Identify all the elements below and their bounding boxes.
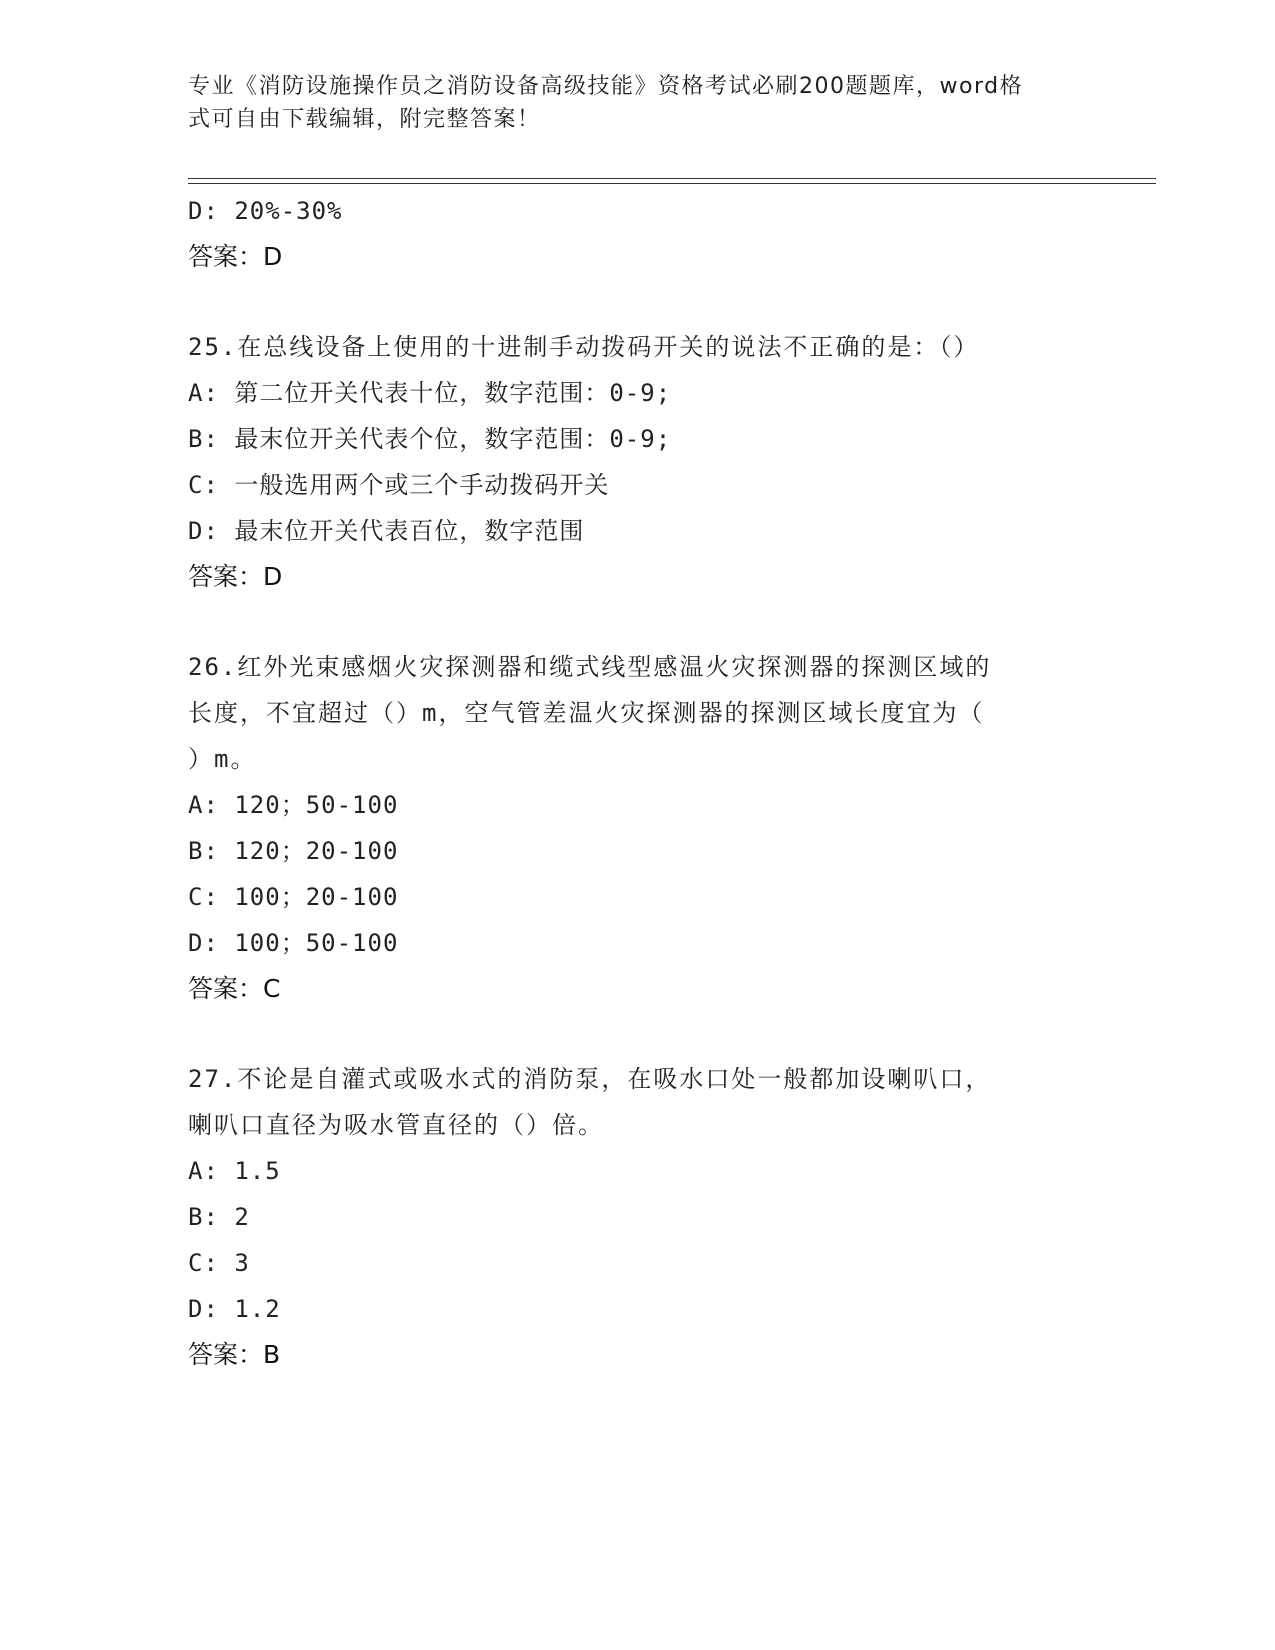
option-b: B: 2 (188, 1203, 250, 1231)
header-divider-top (188, 178, 1156, 179)
option-c: C: 3 (188, 1249, 250, 1277)
question-list (188, 188, 1088, 1378)
question-stem-line: 27.不论是自灌式或吸水式的消防泵，在吸水口处一般都加设喇叭口， (188, 1065, 992, 1093)
option-a: A: 1.5 (188, 1157, 281, 1185)
header-divider-bottom (188, 183, 1156, 184)
option-d: D: 100；50-100 (188, 929, 399, 957)
header-line-1: 专业《消防设施操作员之消防设备高级技能》资格考试必刷200题题库，word格 (188, 74, 1024, 99)
answer: 答案：C (188, 974, 281, 1003)
option-b: B: 最末位开关代表个位，数字范围：0-9; (188, 425, 672, 453)
question-stem-line: 26.红外光束感烟火灾探测器和缆式线型感温火灾探测器的探测区域的 (188, 653, 992, 681)
option-c: C: 一般选用两个或三个手动拨码开关 (188, 471, 610, 499)
answer: 答案：B (188, 1340, 281, 1369)
document-header (188, 70, 1068, 136)
option-c: C: 100；20-100 (188, 883, 399, 911)
fragment-answer: 答案：D (188, 242, 283, 271)
option-d: D: 最末位开关代表百位，数字范围 (188, 517, 585, 545)
question-stem-line: 25.在总线设备上使用的十进制手动拨码开关的说法不正确的是：（） (188, 333, 980, 361)
question-26 (188, 644, 1088, 1012)
question-27 (188, 1056, 1088, 1378)
question-stem-line: 喇叭口直径为吸水管直径的（）倍。 (188, 1111, 604, 1139)
question-25 (188, 324, 1088, 600)
question-stem-line: 长度，不宜超过（）m，空气管差温火灾探测器的探测区域长度宜为（ (188, 699, 985, 727)
option-d: D: 1.2 (188, 1295, 281, 1323)
answer: 答案：D (188, 562, 283, 591)
option-b: B: 120；20-100 (188, 837, 399, 865)
header-line-2: 式可自由下载编辑，附完整答案！ (188, 107, 541, 132)
fragment-option-d: D: 20%-30% (188, 197, 343, 225)
question-stem-line: ）m。 (188, 745, 257, 773)
option-a: A: 第二位开关代表十位，数字范围：0-9; (188, 379, 672, 407)
option-a: A: 120；50-100 (188, 791, 399, 819)
